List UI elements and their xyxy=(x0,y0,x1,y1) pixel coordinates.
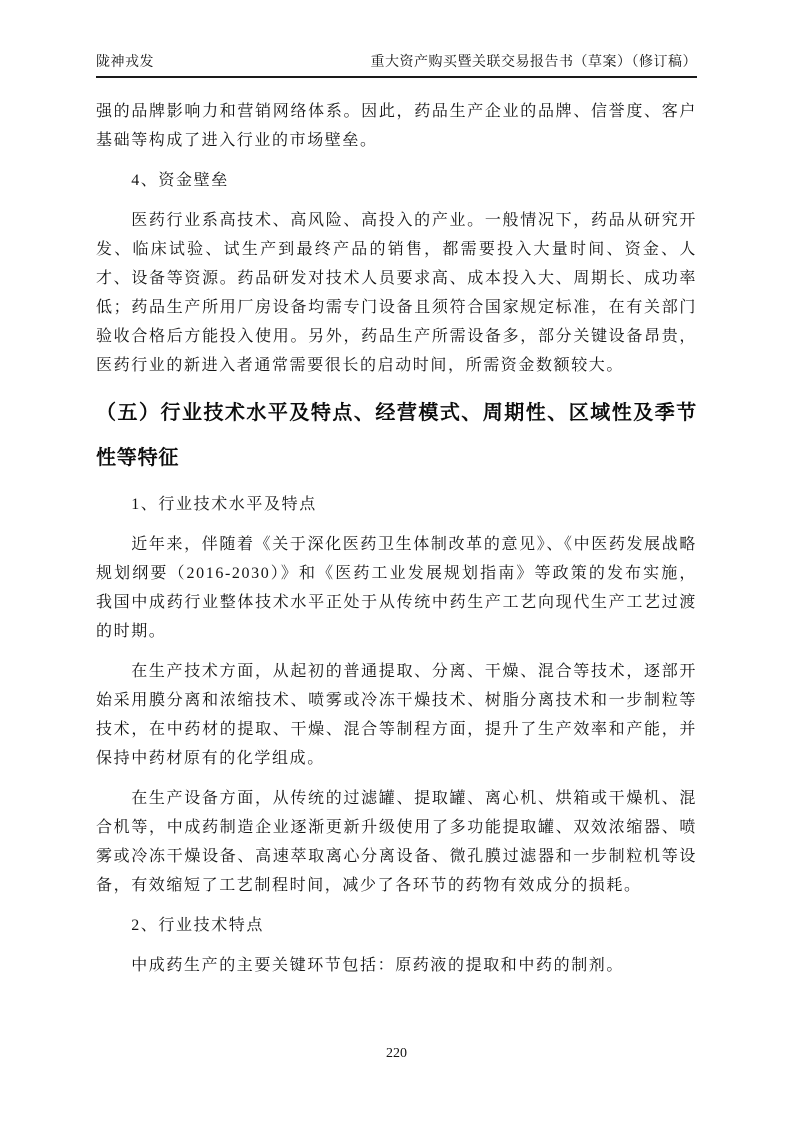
section-heading-industry-tech-characteristics: （五）行业技术水平及特点、经营模式、周期性、区域性及季节性等特征 xyxy=(96,402,697,469)
paragraph-production-equipment: 在生产设备方面，从传统的过滤罐、提取罐、离心机、烘箱或干燥机、混合机等，中成药制造企业逐渐更新升级使用了多功能提取罐、双效浓缩器、喷雾或冷冻干燥设备、高速萃取离心分离设备、微孔膜过滤器和一步制粒机等设备，有效缩短了工艺制程时间，减少了各环节的药物有效成分的损耗。 xyxy=(96,790,697,894)
paragraph-brand-barrier-continuation: 强的品牌影响力和营销网络体系。因此，药品生产企业的品牌、信誉度、客户基础等构成了进入行业的市场壁垒。 xyxy=(96,103,697,149)
subheading-industry-tech-level: 1、行业技术水平及特点 xyxy=(131,496,317,513)
header-company-name: 陇神戎发 xyxy=(96,55,154,70)
paragraph-key-production-steps: 中成药生产的主要关键环节包括：原药液的提取和中药的制剂。 xyxy=(131,957,624,974)
page-footer xyxy=(0,1046,793,1062)
document-body xyxy=(96,78,697,980)
page-header xyxy=(96,54,697,78)
subheading-capital-barrier: 4、资金壁垒 xyxy=(131,172,229,189)
header-report-title: 重大资产购买暨关联交易报告书（草案）（修订稿） xyxy=(370,55,697,70)
subheading-industry-tech-features: 2、行业技术特点 xyxy=(131,917,264,934)
paragraph-production-technology: 在生产技术方面，从起初的普通提取、分离、干燥、混合等技术，逐部开始采用膜分离和浓缩技术、喷雾或冷冻干燥技术、树脂分离技术和一步制粒等技术，在中药材的提取、干燥、混合等制程方面，提升了生产效率和产能，并保持中药材原有的化学组成。 xyxy=(96,663,697,767)
paragraph-policy-background: 近年来，伴随着《关于深化医药卫生体制改革的意见》、《中医药发展战略规划纲要（2016-2030）》和《医药工业发展规划指南》等政策的发布实施，我国中成药行业整体技术水平正处于从传统中药生产工艺向现代生产工艺过渡的时期。 xyxy=(96,536,697,640)
paragraph-capital-barrier: 医药行业系高技术、高风险、高投入的产业。一般情况下，药品从研究开发、临床试验、试生产到最终产品的销售，都需要投入大量时间、资金、人才、设备等资源。药品研发对技术人员要求高、成本投入大、周期长、成功率低；药品生产所用厂房设备均需专门设备且须符合国家规定标准，在有关部门验收合格后方能投入使用。另外，药品生产所需设备多，部分关键设备昂贵，医药行业的新进入者通常需要很长的启动时间，所需资金数额较大。 xyxy=(96,212,697,374)
page-number: 220 xyxy=(386,1046,407,1061)
